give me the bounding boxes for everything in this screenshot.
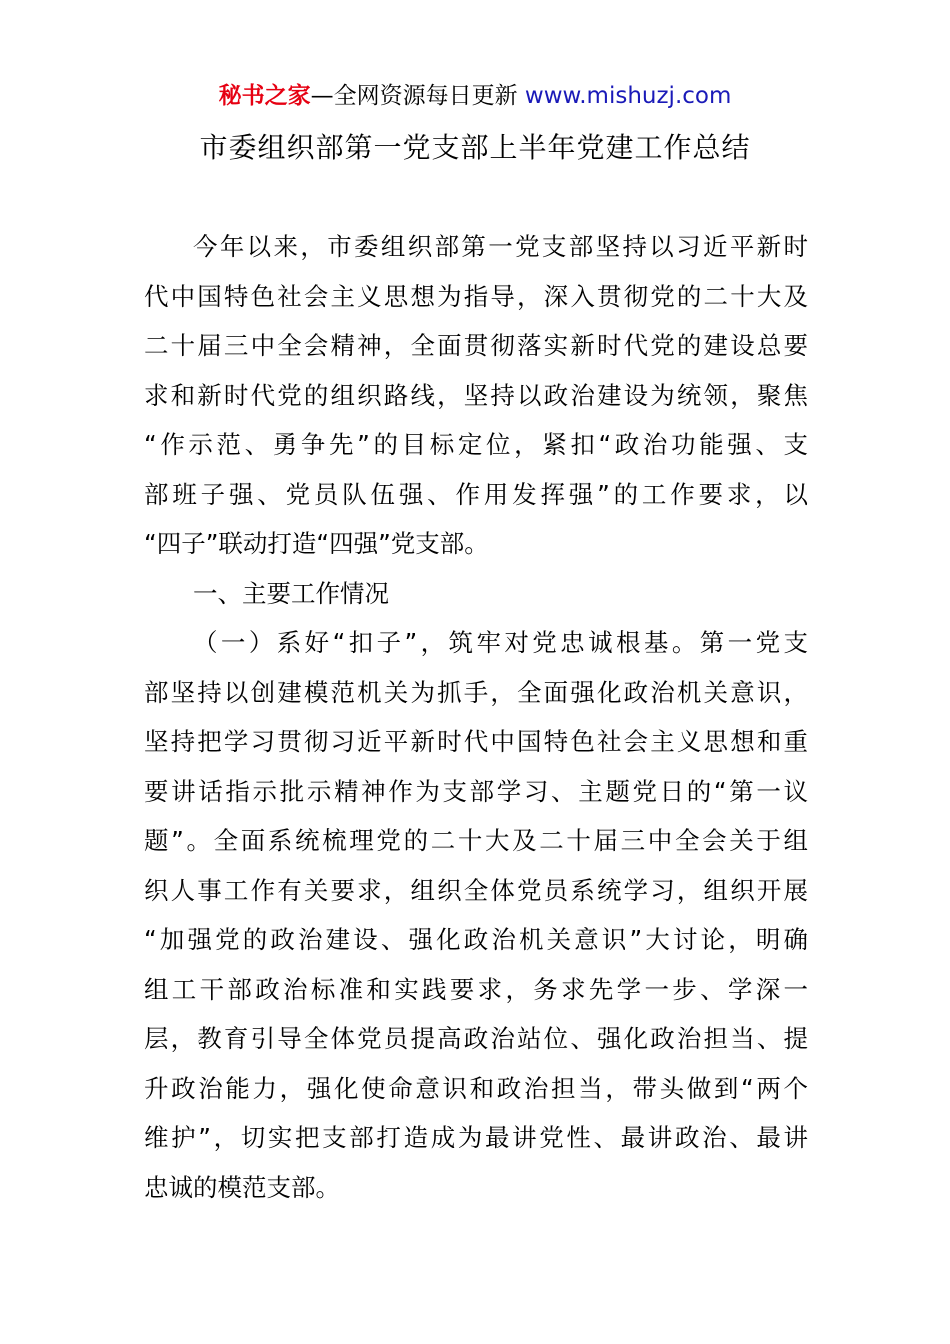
paragraph-line: 织人事工作有关要求，组织全体党员系统学习，组织开展 <box>144 875 808 905</box>
paragraph-line: 二十届三中全会精神，全面贯彻落实新时代党的建设总要 <box>144 331 808 360</box>
site-url-link[interactable]: www.mishuzj.com <box>524 83 732 109</box>
paragraph-line: 层，教育引导全体党员提高政治站位、强化政治担当、提 <box>144 1024 808 1053</box>
document-title: 市委组织部第一党支部上半年党建工作总结 <box>199 131 751 164</box>
site-header <box>0 80 950 112</box>
paragraph-line: 要讲话指示批示精神作为支部学习、主题党日的“第一议 <box>144 776 808 806</box>
paragraph-line: 今年以来，市委组织部第一党支部坚持以习近平新时 <box>193 232 808 261</box>
paragraph-line: “加强党的政治建设、强化政治机关意识”大讨论，明确 <box>144 925 808 954</box>
paragraph-line: 题”。全面系统梳理党的二十大及二十届三中全会关于组 <box>144 826 808 855</box>
paragraph-line: “四子”联动打造“四强”党支部。 <box>144 529 489 558</box>
brand-name: 秘书之家 <box>218 83 311 109</box>
paragraph-line: 坚持把学习贯彻习近平新时代中国特色社会主义思想和重 <box>144 727 808 756</box>
paragraph-line: “作示范、勇争先”的目标定位，紧扣“政治功能强、支 <box>144 430 808 459</box>
paragraph-line: 求和新时代党的组织路线，坚持以政治建设为统领，聚焦 <box>144 380 808 410</box>
document-body <box>144 222 808 1212</box>
paragraph-line: 组工干部政治标准和实践要求，务求先学一步、学深一 <box>144 974 808 1004</box>
paragraph-line: 忠诚的模范支部。 <box>144 1172 340 1202</box>
paragraph-line: 部班子强、党员队伍强、作用发挥强”的工作要求，以 <box>144 479 808 509</box>
site-tagline: —全网资源每日更新 <box>310 83 525 109</box>
paragraph-line: 代中国特色社会主义思想为指导，深入贯彻党的二十大及 <box>144 281 808 311</box>
section-heading: 一、主要工作情况 <box>193 578 389 608</box>
paragraph-line: （一）系好“扣子”，筑牢对党忠诚根基。第一党支 <box>193 628 808 657</box>
paragraph-line: 维护”，切实把支部打造成为最讲党性、最讲政治、最讲 <box>144 1123 808 1152</box>
paragraph-line: 升政治能力，强化使命意识和政治担当，带头做到“两个 <box>144 1073 808 1103</box>
paragraph-line: 部坚持以创建模范机关为抓手，全面强化政治机关意识， <box>144 677 808 707</box>
